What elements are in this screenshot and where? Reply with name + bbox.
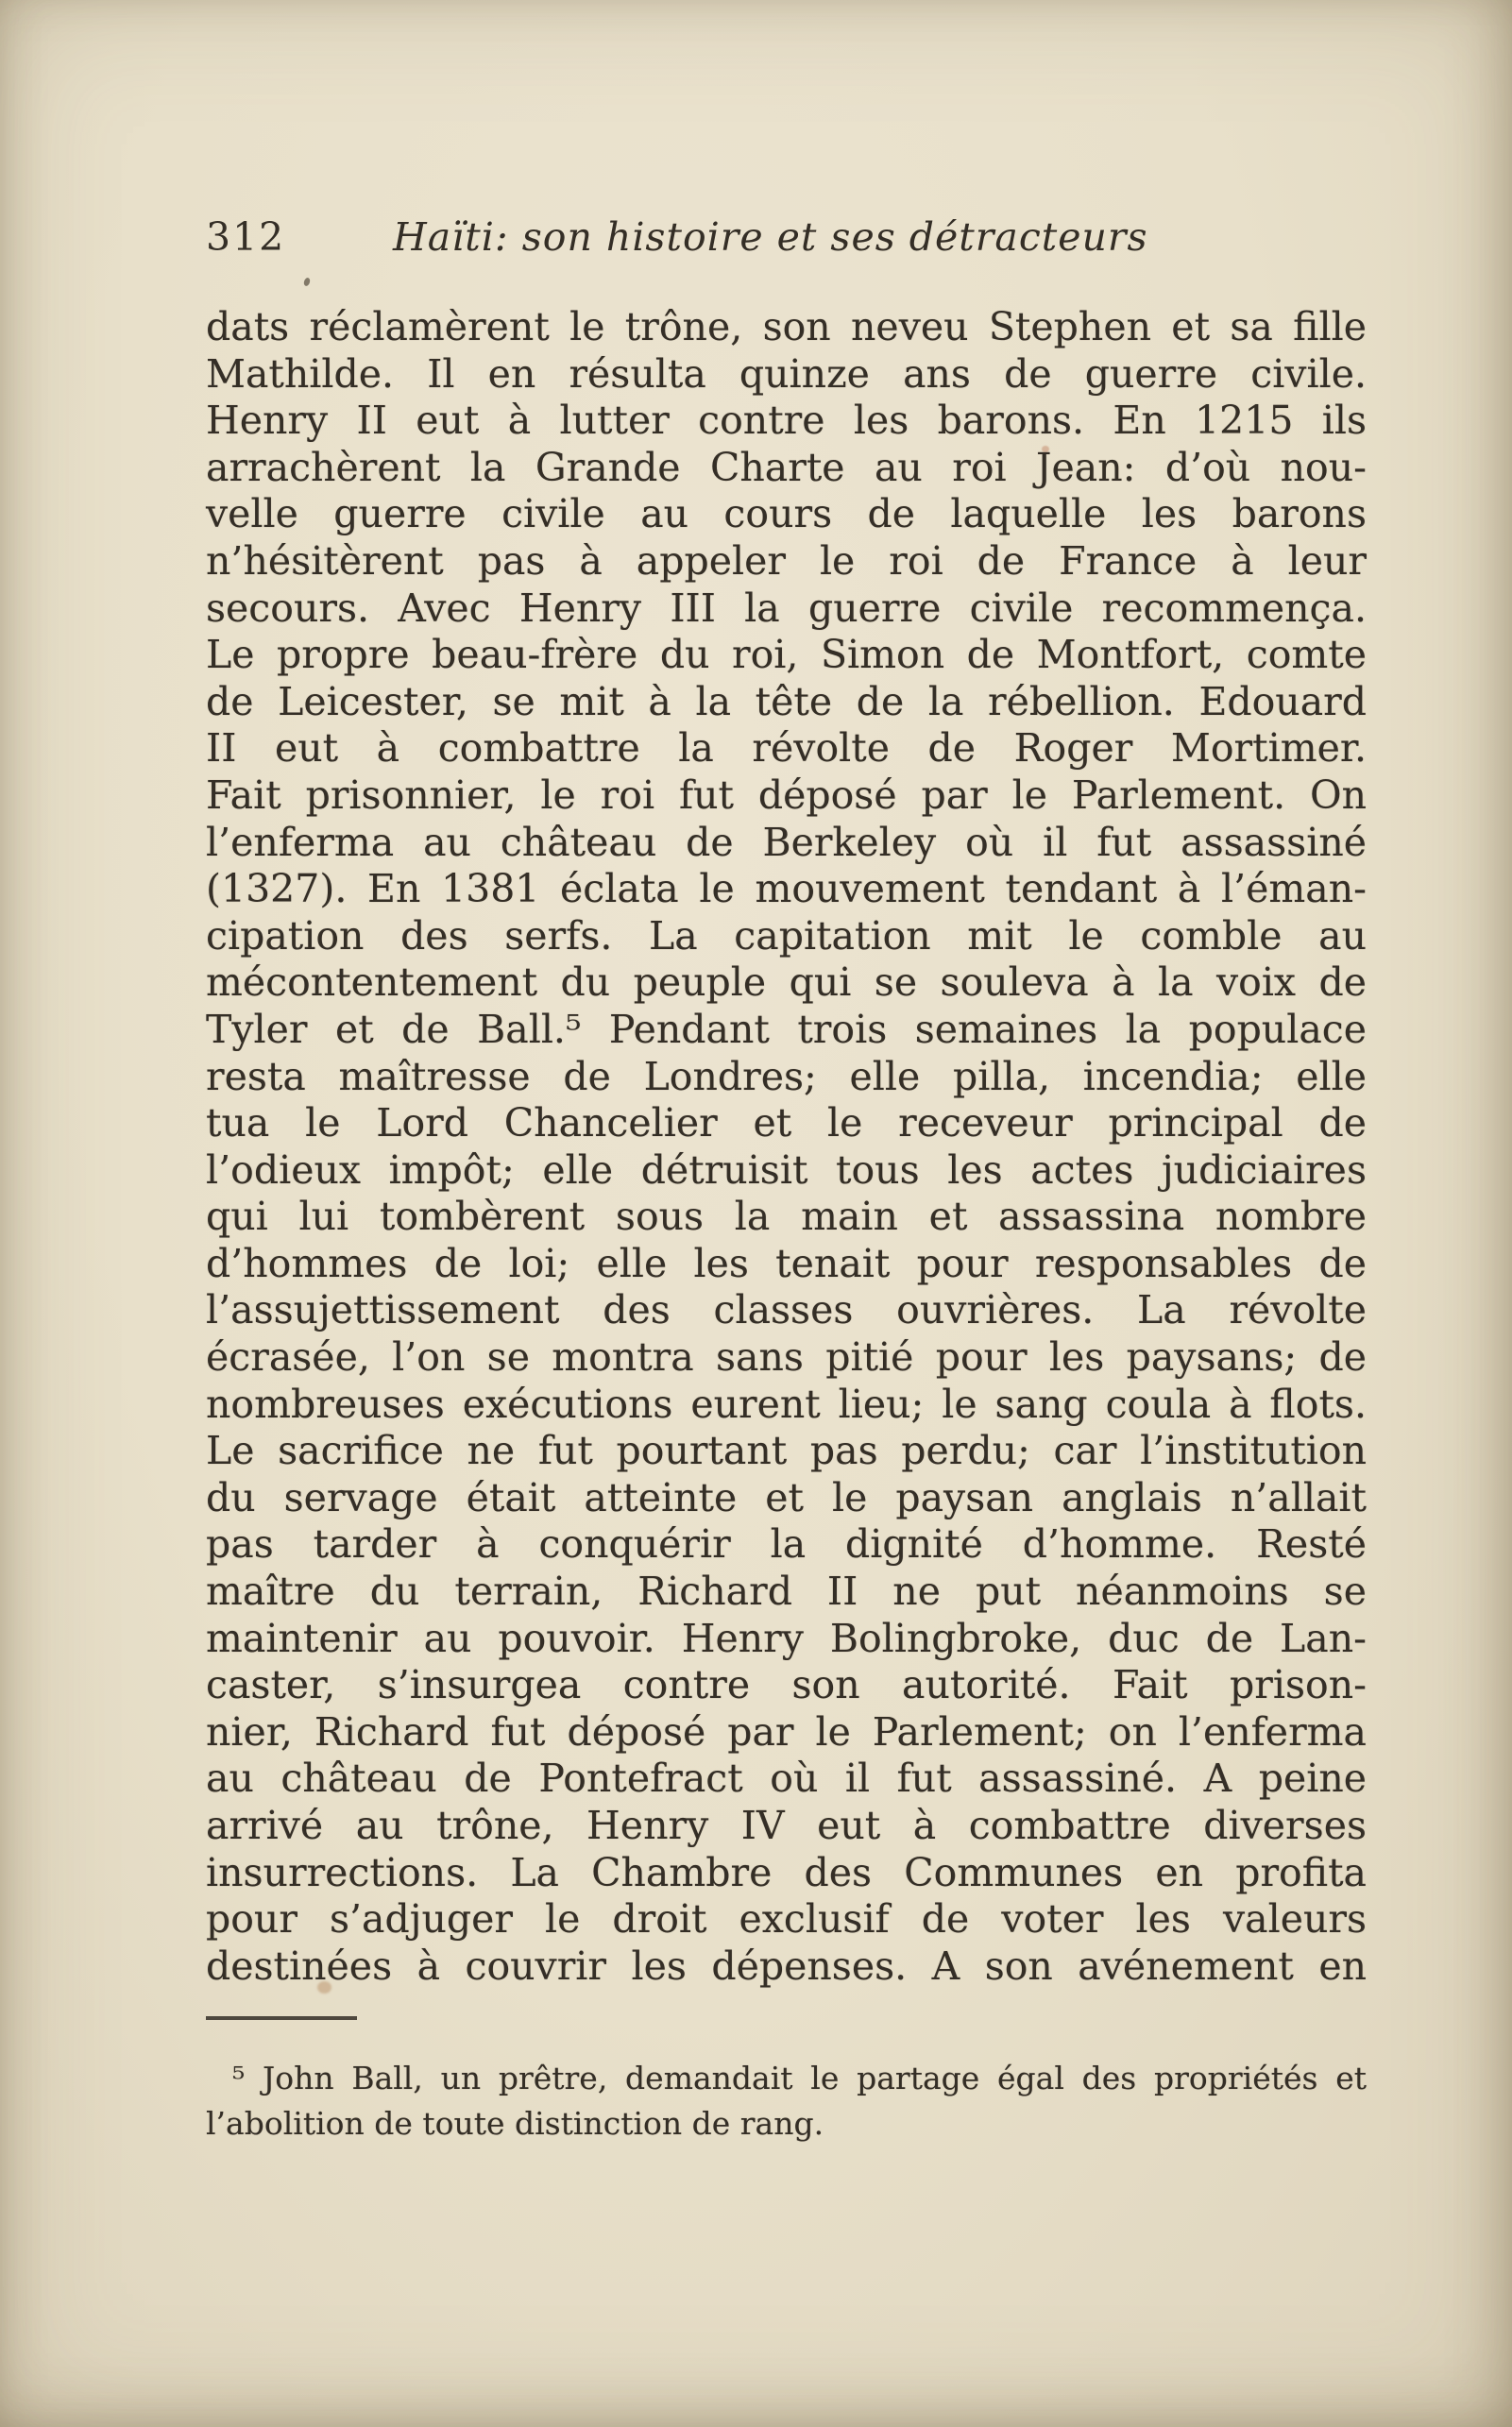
page-content <box>206 213 1367 2147</box>
text-line: velle guerre civile au cours de laquelle les barons <box>206 491 1367 537</box>
text-line: l’assujettissement des classes ouvrières. La révolte <box>206 1287 1367 1333</box>
text-line: Henry II eut à lutter contre les barons. En 1215 ils <box>206 398 1367 444</box>
text-line: pas tarder à conquérir la dignité d’homme. Resté <box>206 1521 1367 1568</box>
text-line: pour s’adjuger le droit exclusif de voter les valeurs <box>206 1896 1367 1943</box>
text-line: Le sacrifice ne fut pourtant pas perdu; car l’institution <box>206 1428 1367 1474</box>
text-line: nombreuses exécutions eurent lieu; le sang coula à flots. <box>206 1381 1367 1427</box>
text-line: Tyler et de Ball.⁵ Pendant trois semaines la populace <box>206 1006 1367 1052</box>
text-line: Fait prisonnier, le roi fut déposé par le Parlement. On <box>206 772 1367 818</box>
text-line: maître du terrain, Richard II ne put néanmoins se <box>206 1569 1367 1615</box>
text-line: qui lui tombèrent sous la main et assassina nombre <box>206 1194 1367 1240</box>
text-line: arrachèrent la Grande Charte au roi Jean: d’où nou- <box>206 444 1367 490</box>
footnote-line: ⁵ John Ball, un prêtre, demandait le partage égal des propriétés et <box>232 2060 1367 2097</box>
text-line: Mathilde. Il en résulta quinze ans de guerre civile. <box>206 350 1367 397</box>
text-line: secours. Avec Henry III la guerre civile recommença. <box>206 585 1367 631</box>
page-title: Haïti: son histoire et ses détracteurs <box>393 214 1148 260</box>
text-line: au château de Pontefract où il fut assassiné. A peine <box>206 1756 1367 1802</box>
text-line: maintenir au pouvoir. Henry Bolingbroke, duc de Lan- <box>206 1615 1367 1661</box>
page-body <box>206 304 1367 1990</box>
text-line: de Leicester, se mit à la tête de la rébellion. Edouard <box>206 678 1367 724</box>
page-number: 312 <box>206 214 286 260</box>
text-line: dats réclamèrent le trône, son neveu Stephen et sa fille <box>206 304 1367 349</box>
text-line: cipation des serfs. La capitation mit le comble au <box>206 912 1367 959</box>
text-line: Le propre beau-frère du roi, Simon de Montfort, comte <box>206 632 1367 678</box>
text-line: tua le Lord Chancelier et le receveur principal de <box>206 1100 1367 1146</box>
text-line: insurrections. La Chambre des Communes en profita <box>206 1849 1367 1895</box>
text-line: d’hommes de loi; elle les tenait pour responsables de <box>206 1240 1367 1286</box>
text-line: resta maîtresse de Londres; elle pilla, incendia; elle <box>206 1053 1367 1099</box>
text-line: II eut à combattre la révolte de Roger Mortimer. <box>206 725 1367 772</box>
text-line: caster, s’insurgea contre son autorité. Fait prison- <box>206 1662 1367 1708</box>
footnote-rule <box>206 2016 357 2020</box>
footnote-line: l’abolition de toute distinction de rang. <box>206 2105 824 2143</box>
text-line: du servage était atteinte et le paysan anglais n’allait <box>206 1474 1367 1520</box>
text-line: mécontentement du peuple qui se souleva à la voix de <box>206 959 1367 1006</box>
text-line: écrasée, l’on se montra sans pitié pour les paysans; de <box>206 1334 1367 1381</box>
text-line: nier, Richard fut déposé par le Parlement; on l’enferma <box>206 1708 1367 1755</box>
text-line: arrivé au trône, Henry IV eut à combattre diverses <box>206 1803 1367 1848</box>
text-line: (1327). En 1381 éclata le mouvement tendant à l’éman- <box>206 866 1367 912</box>
text-line: n’hésitèrent pas à appeler le roi de France à leur <box>206 537 1367 584</box>
text-line: l’enferma au château de Berkeley où il fut assassiné <box>206 819 1367 865</box>
footnote <box>206 2056 1367 2147</box>
page-header <box>206 213 1367 261</box>
text-line: l’odieux impôt; elle détruisit tous les actes judiciaires <box>206 1146 1367 1193</box>
text-line: destinées à couvrir les dépenses. A son avénement en <box>206 1943 1367 1989</box>
